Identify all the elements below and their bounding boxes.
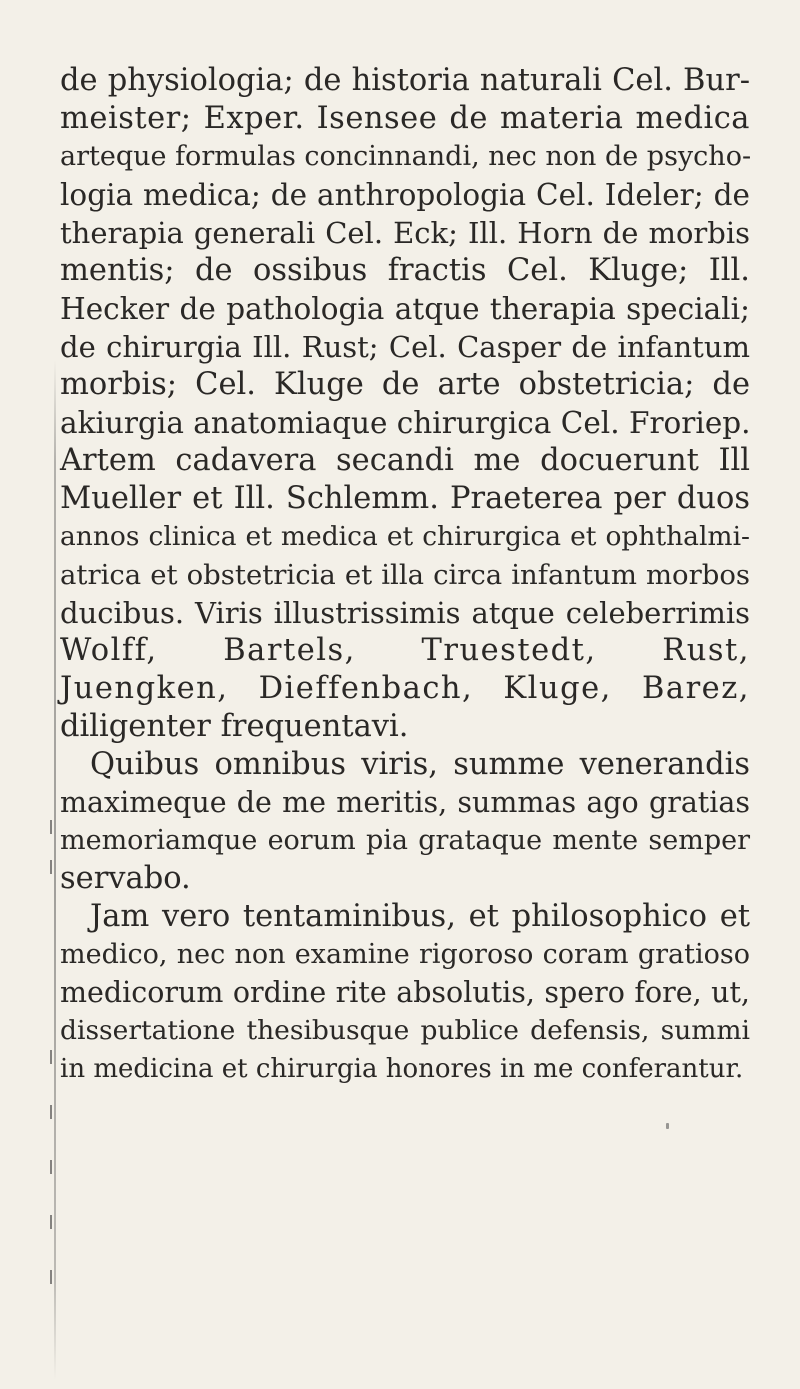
text-line: akiurgia anatomiaque chirurgica Cel. Froriep. <box>60 406 751 440</box>
text-line: in medicina et chirurgia honores in me conferantur. <box>60 1054 744 1084</box>
text-line: de chirurgia Ill. Rust; Cel. Casper de infantum <box>60 330 750 364</box>
text-line: therapia generali Cel. Eck; Ill. Horn de morbis <box>60 216 750 250</box>
text-line: annos clinica et medica et chirurgica et ophthalmi- <box>60 521 750 552</box>
margin-mark <box>50 860 60 874</box>
text-line: logia medica; de anthropologia Cel. Ideler; de <box>60 178 750 212</box>
ink-speck <box>666 1123 669 1129</box>
margin-mark <box>50 820 60 834</box>
text-line: Juengken, Dieffenbach, Kluge, Barez, <box>60 671 750 706</box>
text-line: medicorum ordine rite absolutis, spero fore, ut, <box>60 976 750 1009</box>
text-line: servabo. <box>60 861 191 896</box>
text-line: Mueller et Ill. Schlemm. Praeterea per duos <box>60 481 750 516</box>
text-line: Wolff, Bartels, Truestedt, Rust, <box>60 633 750 668</box>
margin-mark <box>50 1270 60 1284</box>
text-line: meister; Exper. Isensee de materia medica <box>60 101 750 136</box>
text-line: Hecker de pathologia atque therapia speciali; <box>60 292 750 326</box>
text-line: maximeque de me meritis, summas ago gratias <box>60 786 750 819</box>
paragraph-start-line: Quibus omnibus viris, summe venerandis <box>90 747 750 782</box>
text-line: ducibus. Viris illustrissimis atque celeberrimis <box>60 596 750 630</box>
text-line: de physiologia; de historia naturali Cel. Bur- <box>60 63 750 98</box>
text-line: medico, nec non examine rigoroso coram gratioso <box>60 939 750 970</box>
text-line: morbis; Cel. Kluge de arte obstetricia; de <box>60 367 750 402</box>
text-line: memoriamque eorum pia grataque mente semper <box>60 825 750 856</box>
text-line: Artem cadavera secandi me docuerunt Ill <box>60 443 750 478</box>
text-line: mentis; de ossibus fractis Cel. Kluge; Ill. <box>60 253 750 288</box>
margin-mark <box>50 1215 60 1229</box>
text-line: atrica et obstetricia et illa circa infantum morbos <box>60 559 750 591</box>
margin-mark <box>50 1160 60 1174</box>
paragraph-start-line: Jam vero tentaminibus, et philosophico et <box>90 899 750 934</box>
text-line: dissertatione thesibusque publice defensis, summi <box>60 1015 750 1046</box>
text-line: arteque formulas concinnandi, nec non de psycho- <box>60 141 752 172</box>
text-line: diligenter frequentavi. <box>60 709 409 744</box>
margin-mark <box>50 1105 60 1119</box>
body-text <box>60 62 750 1088</box>
margin-mark <box>50 1050 60 1064</box>
